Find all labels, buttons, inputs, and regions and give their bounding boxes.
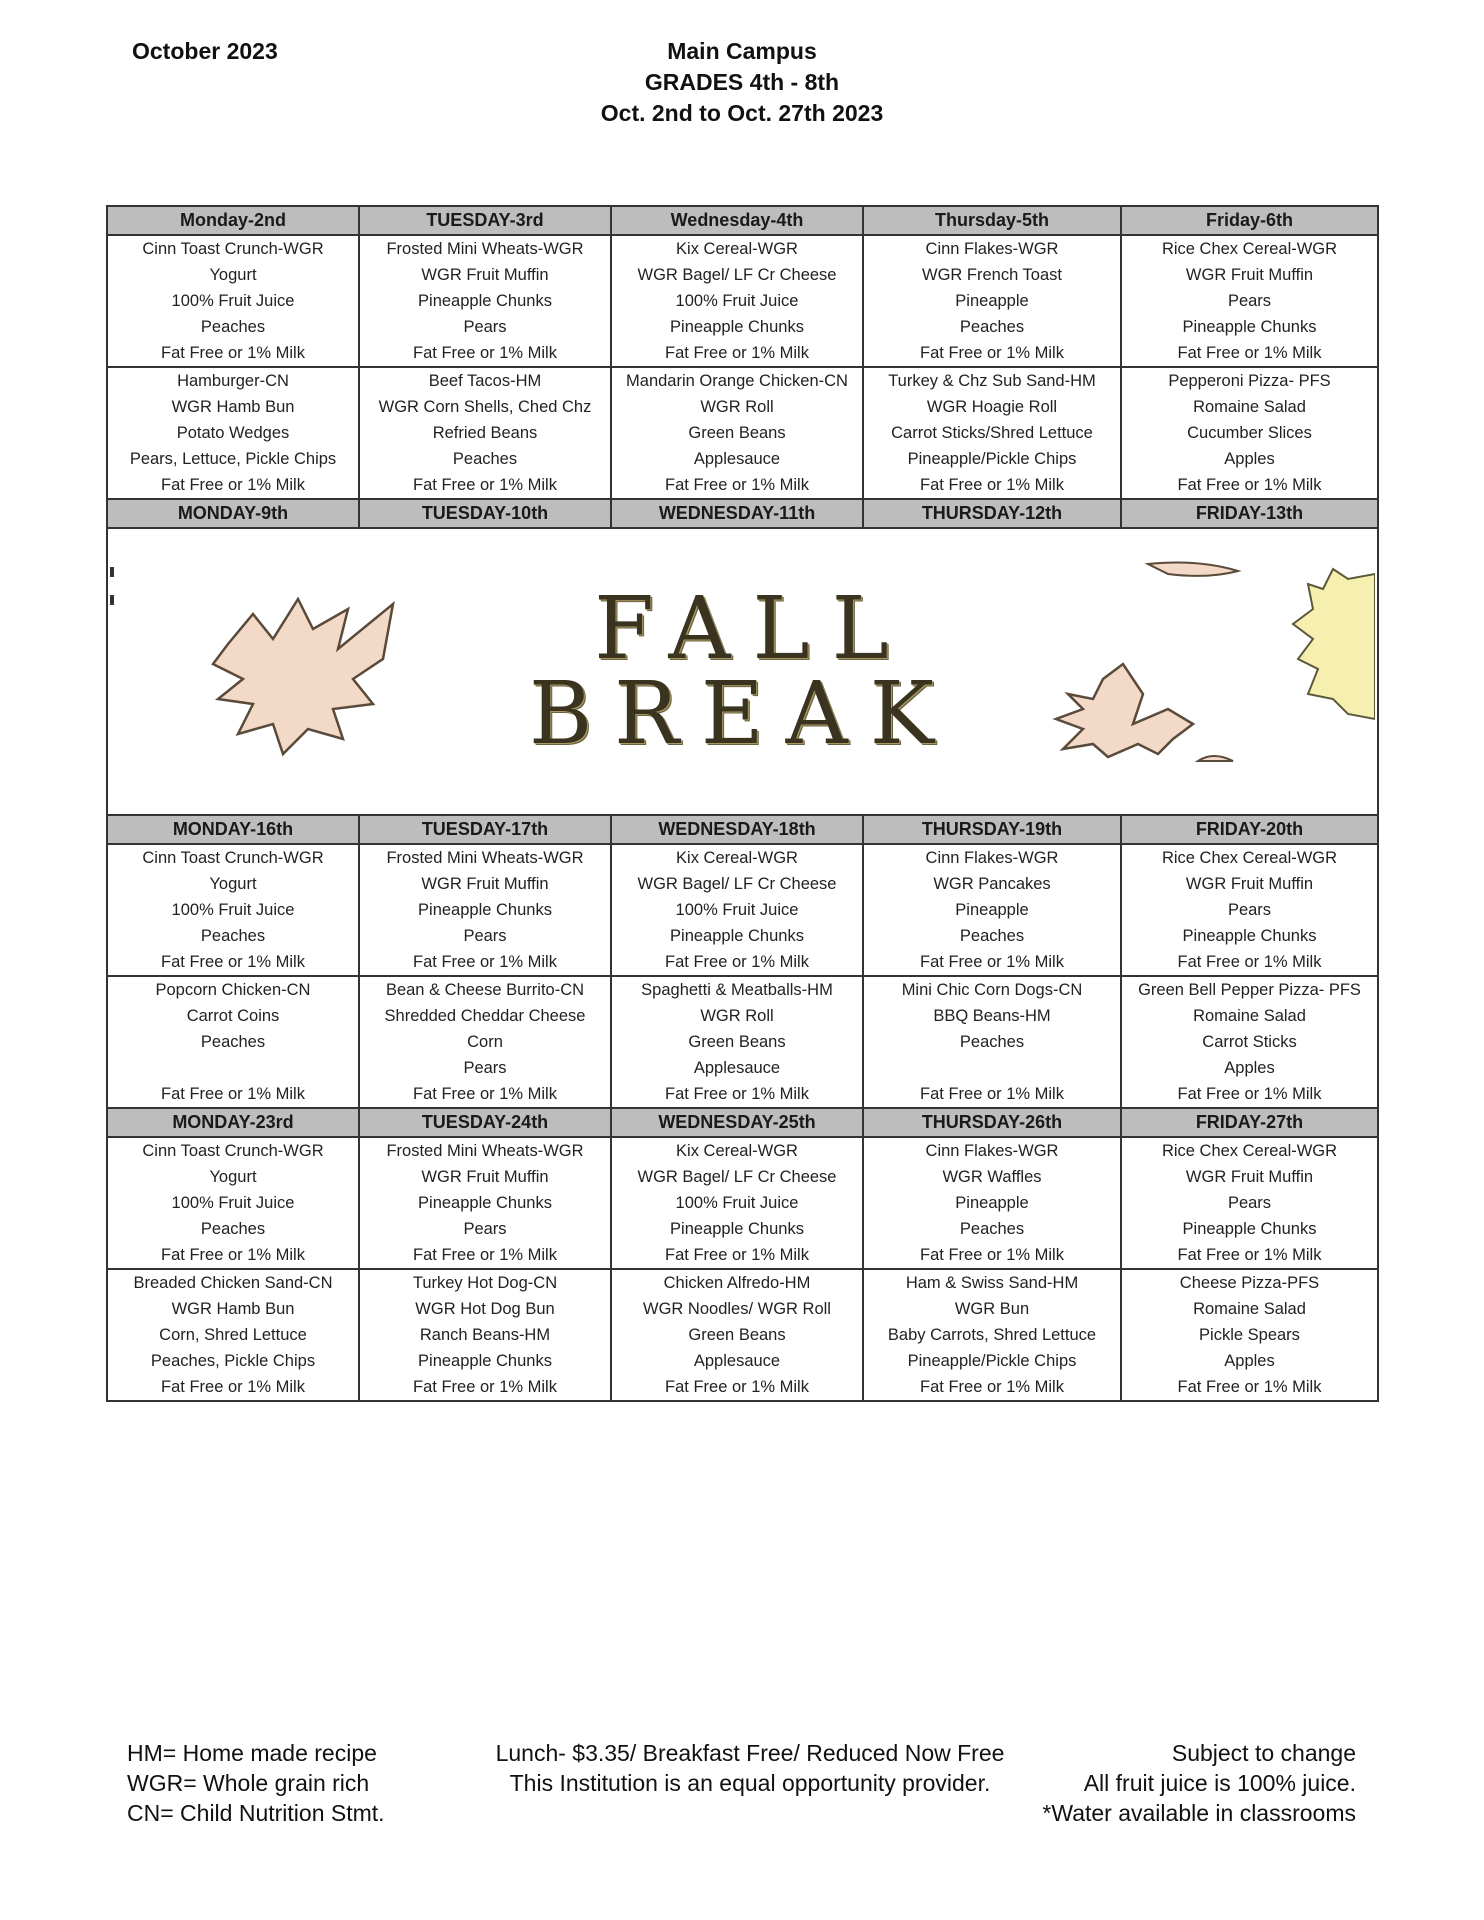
menu-item: Pineapple Chunks <box>418 1352 552 1370</box>
menu-item: WGR Hamb Bun <box>171 1300 295 1318</box>
menu-item: Pineapple Chunks <box>1182 927 1317 945</box>
menu-item: Peaches <box>959 927 1025 945</box>
menu-item: WGR Bagel/ LF Cr Cheese <box>637 266 837 284</box>
menu-item: Fat Free or 1% Milk <box>920 476 1064 494</box>
menu-item: Yogurt <box>209 1168 257 1186</box>
menu-item: Pears <box>1227 292 1272 310</box>
menu-item: Fat Free or 1% Milk <box>413 1085 557 1103</box>
menu-item: Fat Free or 1% Milk <box>413 1246 557 1264</box>
menu-item: Romaine Salad <box>1193 1007 1306 1025</box>
fall-break-banner <box>107 528 1378 815</box>
menu-item: Carrot Sticks/Shred Lettuce <box>891 424 1093 442</box>
menu-item: Pineapple Chunks <box>418 901 552 919</box>
menu-item: Apples <box>1224 450 1275 468</box>
menu-item: Fat Free or 1% Milk <box>665 1085 809 1103</box>
menu-item: WGR Hot Dog Bun <box>415 1300 555 1318</box>
menu-item: Applesauce <box>693 1059 781 1077</box>
menu-item: Cinn Flakes-WGR <box>925 849 1059 867</box>
lunch-cell <box>611 1269 863 1401</box>
menu-item: WGR Bagel/ LF Cr Cheese <box>637 875 837 893</box>
menu-item: Applesauce <box>693 1352 781 1370</box>
lunch-row <box>107 367 1378 499</box>
menu-item: Kix Cereal-WGR <box>676 1142 798 1160</box>
breakfast-cell <box>107 235 359 367</box>
lunch-cell <box>359 367 611 499</box>
grades-title: GRADES 4th - 8th <box>644 69 840 95</box>
menu-item: Fat Free or 1% Milk <box>1177 476 1322 494</box>
menu-item: WGR Hoagie Roll <box>926 398 1058 416</box>
day-header: FRIDAY-20th <box>1121 815 1378 844</box>
day-header: FRIDAY-27th <box>1121 1108 1378 1137</box>
menu-item: Apples <box>1224 1352 1275 1370</box>
menu-item: Fat Free or 1% Milk <box>161 1378 305 1396</box>
day-header-row <box>107 1108 1378 1137</box>
footer-legend <box>127 1738 385 1828</box>
day-header: WEDNESDAY-25th <box>611 1108 863 1137</box>
menu-item: Cinn Toast Crunch-WGR <box>142 849 324 867</box>
menu-item: Pears <box>463 318 507 336</box>
menu-item: Fat Free or 1% Milk <box>920 1085 1064 1103</box>
menu-item: Rice Chex Cereal-WGR <box>1161 240 1338 258</box>
menu-item: Applesauce <box>693 450 781 468</box>
menu-item: 100% Fruit Juice <box>675 292 799 310</box>
day-header: WEDNESDAY-18th <box>611 815 863 844</box>
menu-item: Baby Carrots, Shred Lettuce <box>887 1326 1097 1344</box>
breakfast-cell <box>107 1137 359 1269</box>
day-header: Thursday-5th <box>863 206 1121 235</box>
menu-item: Rice Chex Cereal-WGR <box>1161 1142 1338 1160</box>
note-juice: All fruit juice is 100% juice. <box>1083 1770 1356 1796</box>
menu-item: Frosted Mini Wheats-WGR <box>386 240 584 258</box>
menu-item: Peaches <box>452 450 518 468</box>
menu-item <box>108 1055 358 1081</box>
menu-item: Pears, Lettuce, Pickle Chips <box>129 450 337 468</box>
menu-item: Romaine Salad <box>1193 398 1306 416</box>
day-header: THURSDAY-26th <box>863 1108 1121 1137</box>
lunch-cell <box>863 367 1121 499</box>
breakfast-cell <box>359 1137 611 1269</box>
menu-item: Pineapple Chunks <box>418 1194 552 1212</box>
menu-item: Fat Free or 1% Milk <box>920 1378 1064 1396</box>
menu-item: WGR Fruit Muffin <box>1185 875 1314 893</box>
menu-item: WGR Fruit Muffin <box>421 875 549 893</box>
menu-item: BBQ Beans-HM <box>933 1007 1051 1025</box>
menu-item: Cucumber Slices <box>1187 424 1312 442</box>
menu-item: Pineapple <box>955 292 1029 310</box>
menu-item: Pickle Spears <box>1199 1326 1300 1344</box>
menu-item: Turkey & Chz Sub Sand-HM <box>888 372 1096 390</box>
menu-item: Peaches <box>959 1220 1025 1238</box>
menu-item: Yogurt <box>209 875 257 893</box>
menu-item: Cinn Flakes-WGR <box>925 1142 1059 1160</box>
menu-item: Fat Free or 1% Milk <box>665 344 809 362</box>
menu-item: Breaded Chicken Sand-CN <box>133 1274 333 1292</box>
menu-item: Fat Free or 1% Milk <box>665 953 809 971</box>
menu-item: Peaches <box>200 1220 266 1238</box>
menu-item: WGR French Toast <box>922 266 1062 284</box>
menu-item: WGR Fruit Muffin <box>421 266 549 284</box>
menu-item: Pineapple/Pickle Chips <box>907 1352 1077 1370</box>
breakfast-cell <box>359 844 611 976</box>
menu-item: Corn <box>467 1033 503 1051</box>
menu-item: WGR Waffles <box>942 1168 1042 1186</box>
menu-item: Pineapple Chunks <box>670 927 804 945</box>
lunch-cell <box>107 976 359 1108</box>
menu-item: Rice Chex Cereal-WGR <box>1161 849 1338 867</box>
menu-item: Pears <box>463 1220 507 1238</box>
menu-item: WGR Bagel/ LF Cr Cheese <box>637 1168 837 1186</box>
menu-item: Pineapple <box>955 901 1029 919</box>
day-header: Friday-6th <box>1121 206 1378 235</box>
legend-wgr: WGR= Whole grain rich <box>127 1770 370 1796</box>
breakfast-cell <box>1121 235 1378 367</box>
menu-item: Fat Free or 1% Milk <box>413 476 557 494</box>
breakfast-cell <box>1121 1137 1378 1269</box>
menu-item: Fat Free or 1% Milk <box>413 344 557 362</box>
lunch-cell <box>611 367 863 499</box>
menu-item: Fat Free or 1% Milk <box>161 476 305 494</box>
day-header-row <box>107 499 1378 528</box>
equal-opportunity-line: This Institution is an equal opportunity provider. <box>509 1770 991 1796</box>
menu-item: Chicken Alfredo-HM <box>663 1274 811 1292</box>
day-header: MONDAY-16th <box>107 815 359 844</box>
date-range-title: Oct. 2nd to Oct. 27th 2023 <box>600 100 884 126</box>
menu-item: Ham & Swiss Sand-HM <box>905 1274 1079 1292</box>
fall-break-line-1: FALL <box>594 579 911 679</box>
menu-item: Shredded Cheddar Cheese <box>384 1007 586 1025</box>
menu-item: Pineapple Chunks <box>418 292 552 310</box>
menu-item: Romaine Salad <box>1193 1300 1306 1318</box>
lunch-cell <box>863 976 1121 1108</box>
breakfast-cell <box>1121 844 1378 976</box>
menu-item: Fat Free or 1% Milk <box>920 1246 1064 1264</box>
day-header: WEDNESDAY-11th <box>611 499 863 528</box>
menu-item: Fat Free or 1% Milk <box>161 953 305 971</box>
menu-calendar <box>106 205 1379 1402</box>
stem-icon <box>1148 563 1238 576</box>
day-header-row <box>107 206 1378 235</box>
menu-item: Green Beans <box>688 424 786 442</box>
menu-item: Ranch Beans-HM <box>419 1326 551 1344</box>
lunch-row <box>107 976 1378 1108</box>
legend-hm: HM= Home made recipe <box>127 1740 377 1766</box>
breakfast-row <box>107 1137 1378 1269</box>
menu-item: Pineapple Chunks <box>670 318 804 336</box>
menu-item: WGR Roll <box>700 398 774 416</box>
day-header: THURSDAY-12th <box>863 499 1121 528</box>
menu-item: Fat Free or 1% Milk <box>665 1246 809 1264</box>
menu-item: Beef Tacos-HM <box>428 372 542 390</box>
note-subject-to-change: Subject to change <box>1171 1740 1356 1766</box>
day-header: MONDAY-23rd <box>107 1108 359 1137</box>
menu-item: Fat Free or 1% Milk <box>1177 344 1322 362</box>
menu-item: Pineapple <box>955 1194 1029 1212</box>
menu-item: Fat Free or 1% Milk <box>1177 1378 1322 1396</box>
menu-item: Fat Free or 1% Milk <box>413 953 557 971</box>
menu-item: Cheese Pizza-PFS <box>1179 1274 1320 1292</box>
day-header-row <box>107 815 1378 844</box>
menu-item: Green Beans <box>688 1033 786 1051</box>
menu-item: Green Bell Pepper Pizza- PFS <box>1138 981 1361 999</box>
menu-item: Kix Cereal-WGR <box>676 240 798 258</box>
breakfast-cell <box>359 235 611 367</box>
menu-item: Popcorn Chicken-CN <box>155 981 311 999</box>
breakfast-cell <box>863 1137 1121 1269</box>
day-header: TUESDAY-3rd <box>359 206 611 235</box>
menu-item: Fat Free or 1% Milk <box>161 1085 305 1103</box>
menu-item: WGR Hamb Bun <box>171 398 295 416</box>
page-title <box>0 36 1484 129</box>
menu-item: Mini Chic Corn Dogs-CN <box>901 981 1083 999</box>
menu-item: Cinn Toast Crunch-WGR <box>142 1142 324 1160</box>
menu-item: WGR Corn Shells, Ched Chz <box>378 398 592 416</box>
menu-item: Pears <box>463 1059 507 1077</box>
menu-item: Fat Free or 1% Milk <box>1177 1246 1322 1264</box>
menu-item: Fat Free or 1% Milk <box>161 1246 305 1264</box>
menu-item: Peaches <box>959 318 1025 336</box>
menu-item: Spaghetti & Meatballs-HM <box>641 981 833 999</box>
menu-item: Fat Free or 1% Milk <box>413 1378 557 1396</box>
menu-item: 100% Fruit Juice <box>171 1194 295 1212</box>
menu-item: WGR Fruit Muffin <box>421 1168 549 1186</box>
footer-notes <box>1042 1738 1356 1828</box>
menu-item: Frosted Mini Wheats-WGR <box>386 1142 584 1160</box>
legend-cn: CN= Child Nutrition Stmt. <box>127 1800 385 1826</box>
month-label: October 2023 <box>132 38 278 64</box>
menu-item: Potato Wedges <box>176 424 290 442</box>
day-header: FRIDAY-13th <box>1121 499 1378 528</box>
menu-item: 100% Fruit Juice <box>675 901 799 919</box>
lunch-cell <box>107 367 359 499</box>
menu-item: WGR Bun <box>954 1300 1030 1318</box>
breakfast-row <box>107 235 1378 367</box>
menu-item: Fat Free or 1% Milk <box>1177 1085 1322 1103</box>
menu-item: WGR Noodles/ WGR Roll <box>643 1300 831 1318</box>
day-header: Wednesday-4th <box>611 206 863 235</box>
day-header: THURSDAY-19th <box>863 815 1121 844</box>
menu-item <box>864 1055 1120 1081</box>
lunch-cell <box>611 976 863 1108</box>
menu-item: 100% Fruit Juice <box>171 901 295 919</box>
menu-item: Pears <box>463 927 507 945</box>
breakfast-cell <box>611 1137 863 1269</box>
menu-item: WGR Fruit Muffin <box>1185 266 1314 284</box>
menu-item: Hamburger-CN <box>177 372 289 390</box>
menu-item: WGR Pancakes <box>933 875 1051 893</box>
lunch-cell <box>1121 976 1378 1108</box>
day-header: MONDAY-9th <box>107 499 359 528</box>
lunch-cell <box>1121 1269 1378 1401</box>
day-header: TUESDAY-10th <box>359 499 611 528</box>
breakfast-row <box>107 844 1378 976</box>
menu-item: Pineapple/Pickle Chips <box>907 450 1077 468</box>
breakfast-cell <box>611 844 863 976</box>
menu-item: Pears <box>1227 1194 1272 1212</box>
menu-item: Cinn Toast Crunch-WGR <box>142 240 324 258</box>
menu-item: Turkey Hot Dog-CN <box>412 1274 558 1292</box>
day-header: TUESDAY-17th <box>359 815 611 844</box>
menu-item: Pepperoni Pizza- PFS <box>1168 372 1331 390</box>
menu-item: Fat Free or 1% Milk <box>665 476 809 494</box>
menu-item: Peaches, Pickle Chips <box>150 1352 316 1370</box>
menu-item: Pears <box>1227 901 1272 919</box>
lunch-cell <box>863 1269 1121 1401</box>
menu-item: Peaches <box>200 318 266 336</box>
menu-item: Apples <box>1224 1059 1275 1077</box>
menu-item: Peaches <box>200 927 266 945</box>
menu-item: Frosted Mini Wheats-WGR <box>386 849 584 867</box>
menu-item: Fat Free or 1% Milk <box>1177 953 1322 971</box>
menu-item: Pineapple Chunks <box>670 1220 804 1238</box>
menu-item: Mandarin Orange Chicken-CN <box>626 372 848 390</box>
menu-item: Green Beans <box>688 1326 786 1344</box>
lunch-cell <box>359 1269 611 1401</box>
breakfast-cell <box>863 235 1121 367</box>
menu-item: 100% Fruit Juice <box>171 292 295 310</box>
breakfast-cell <box>611 235 863 367</box>
menu-item: Carrot Sticks <box>1202 1033 1297 1051</box>
day-header: TUESDAY-24th <box>359 1108 611 1137</box>
menu-item: Bean & Cheese Burrito-CN <box>385 981 585 999</box>
menu-item: Corn, Shred Lettuce <box>159 1326 307 1344</box>
menu-item: Cinn Flakes-WGR <box>925 240 1059 258</box>
breakfast-cell <box>863 844 1121 976</box>
menu-item: Kix Cereal-WGR <box>676 849 798 867</box>
lunch-cell <box>107 1269 359 1401</box>
breakfast-cell <box>107 844 359 976</box>
menu-item: Yogurt <box>209 266 257 284</box>
menu-item: Peaches <box>959 1033 1025 1051</box>
menu-item: Fat Free or 1% Milk <box>665 1378 809 1396</box>
menu-item: Fat Free or 1% Milk <box>161 344 305 362</box>
lunch-cell <box>1121 367 1378 499</box>
fall-break-row <box>107 528 1378 815</box>
menu-item: Fat Free or 1% Milk <box>920 344 1064 362</box>
fall-break-line-2: BREAK <box>528 664 957 764</box>
menu-item: Peaches <box>200 1033 266 1051</box>
footer-pricing <box>470 1738 1030 1798</box>
menu-item: Refried Beans <box>432 424 538 442</box>
menu-item: Pineapple Chunks <box>1182 318 1317 336</box>
note-water: *Water available in classrooms <box>1042 1800 1356 1826</box>
lunch-row <box>107 1269 1378 1401</box>
menu-item: WGR Roll <box>700 1007 774 1025</box>
day-header: Monday-2nd <box>107 206 359 235</box>
menu-item: Pineapple Chunks <box>1182 1220 1317 1238</box>
menu-item: 100% Fruit Juice <box>675 1194 799 1212</box>
campus-title: Main Campus <box>667 38 817 64</box>
pricing-line: Lunch- $3.35/ Breakfast Free/ Reduced Now Free <box>495 1740 1005 1766</box>
menu-item: WGR Fruit Muffin <box>1185 1168 1314 1186</box>
menu-item: Carrot Coins <box>186 1007 280 1025</box>
menu-item: Fat Free or 1% Milk <box>920 953 1064 971</box>
lunch-cell <box>359 976 611 1108</box>
